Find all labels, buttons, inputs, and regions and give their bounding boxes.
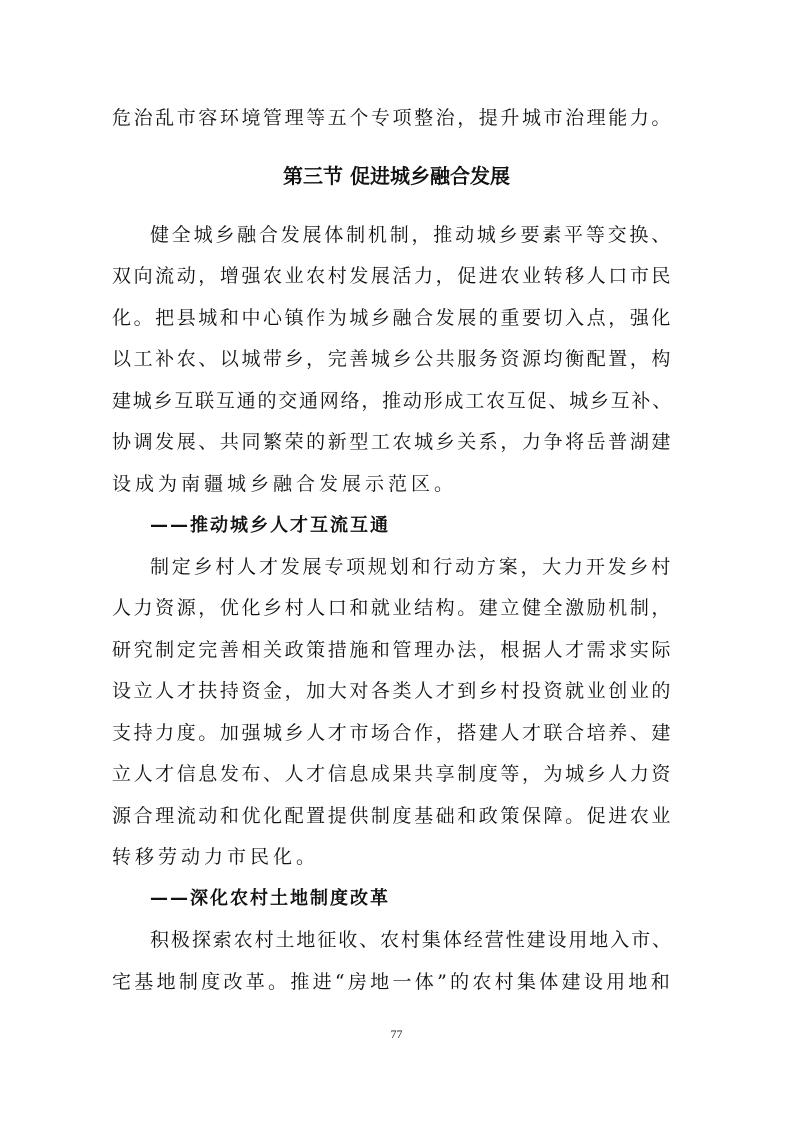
paragraph-text: 健全城乡融合发展体制机制，推动城乡要素平等交换、 [150,224,673,246]
paragraph-text: 设立人才扶持资金，加大对各类人才到乡村投资就业创业的 [112,680,673,702]
page-number: 77 [390,1027,403,1041]
paragraph-text: 支持力度。加强城乡人才市场合作，搭建人才联合培养、建 [112,722,673,744]
paragraph-text: 化。把县城和中心镇作为城乡融合发展的重要切入点，强化 [112,307,673,329]
paragraph-text: 设成为南疆城乡融合发展示范区。 [112,473,458,495]
paragraph-text: 人力资源，优化乡村人口和就业结构。建立健全激励机制， [112,597,673,619]
paragraph-text: 源合理流动和优化配置提供制度基础和政策保障。促进农业 [112,805,673,827]
subheading: ——推动城乡人才互流互通 [150,515,390,536]
paragraph-text: 建城乡互联互通的交通网络，推动形成工农互促、城乡互补、 [112,390,673,412]
paragraph-text: 积极探索农村土地征收、农村集体经营性建设用地入市、 [150,929,673,951]
paragraph-text: 以工补农、以城带乡，完善城乡公共服务资源均衡配置，构 [112,348,673,370]
paragraph-text: 研究制定完善相关政策措施和管理办法，根据人才需求实际 [112,639,673,661]
paragraph-text: 立人才信息发布、人才信息成果共享制度等，为城乡人力资 [112,763,673,785]
paragraph-text: 宅基地制度改革。推进“房地一体”的农村集体建设用地和 [112,971,673,993]
paragraph-text: 协调发展、共同繁荣的新型工农城乡关系，力争将岳普湖建 [112,431,673,453]
intro-text: 危治乱市容环境管理等五个专项整治，提升城市治理能力。 [112,107,673,129]
paragraph-text: 制定乡村人才发展专项规划和行动方案，大力开发乡村 [150,556,673,578]
paragraph-text: 转移劳动力市民化。 [112,846,320,868]
paragraph-text: 双向流动，增强农业农村发展活力，促进农业转移人口市民 [112,265,673,287]
subheading: ——深化农村土地制度改革 [150,888,390,909]
section-title: 第三节 促进城乡融合发展 [283,164,510,188]
